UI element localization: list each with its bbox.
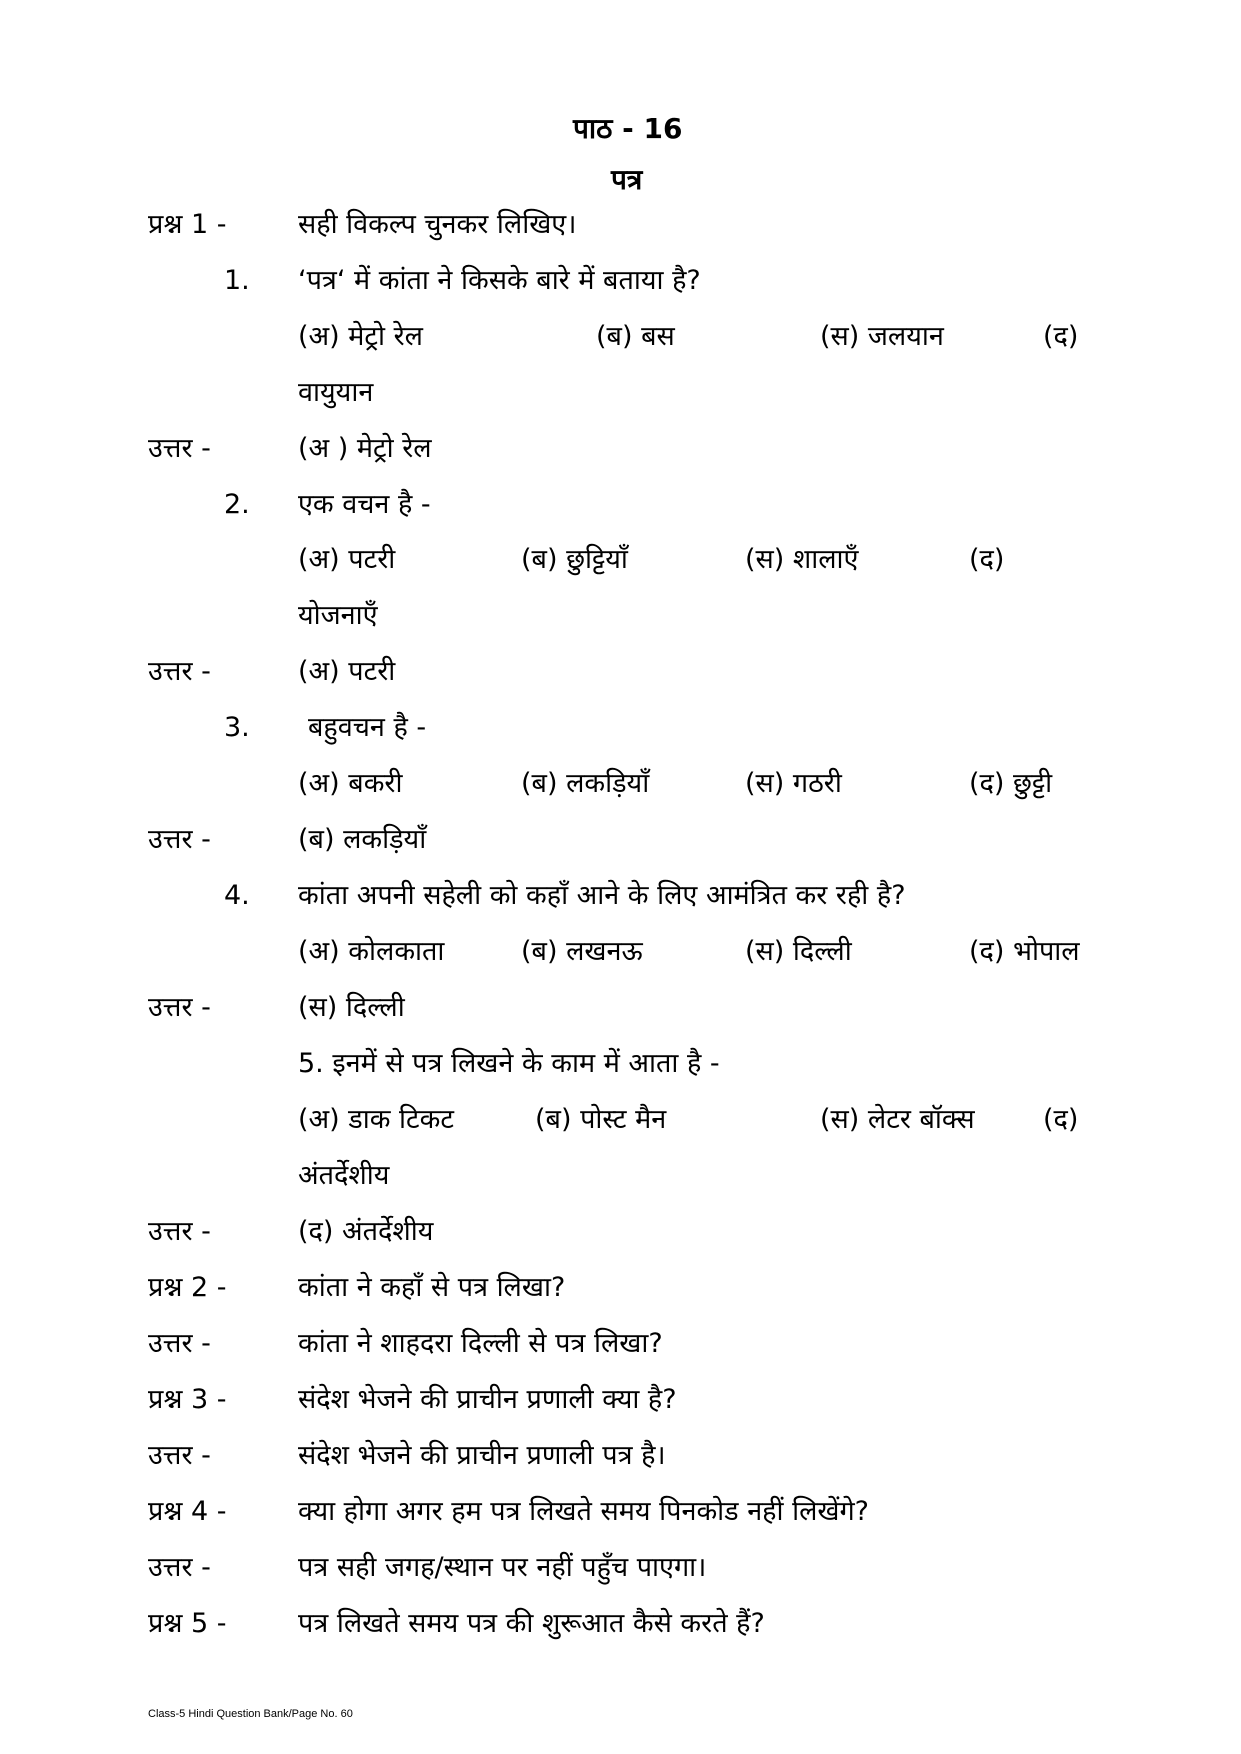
item-number: 4.: [224, 880, 250, 911]
answer-text: पत्र सही जगह/स्थान पर नहीं पहुँच पाएगा।: [298, 1552, 707, 1583]
answer-label: उत्तर -: [148, 433, 211, 464]
lesson-number: पाठ - 16: [573, 112, 683, 145]
answer-text: (अ) पटरी: [298, 656, 396, 687]
answer-label: उत्तर -: [148, 992, 211, 1023]
item-question: ‘पत्र‘ में कांता ने किसके बारे में बताया है?: [298, 265, 701, 296]
option-d-wrap: वायुयान: [298, 377, 374, 408]
answer-text: (अ ) मेट्रो रेल: [298, 433, 432, 464]
answer-label: उत्तर -: [148, 656, 211, 687]
item-number: 1.: [224, 265, 250, 296]
question-label: प्रश्न 2 -: [148, 1272, 227, 1303]
option-c: (स) गठरी: [745, 768, 842, 799]
answer-label: उत्तर -: [148, 824, 211, 855]
answer-text: संदेश भेजने की प्राचीन प्रणाली पत्र है।: [298, 1440, 666, 1471]
question-label: प्रश्न 4 -: [148, 1496, 227, 1527]
option-a: (अ) पटरी: [298, 544, 396, 575]
option-d: (द): [1043, 321, 1079, 352]
page-footer: Class-5 Hindi Question Bank/Page No. 60: [148, 1708, 353, 1720]
item-number: 2.: [224, 489, 250, 520]
lesson-title: पत्र: [611, 163, 643, 196]
option-b: (ब) पोस्ट मैन: [535, 1104, 667, 1135]
option-d-wrap: अंतर्देशीय: [298, 1160, 390, 1191]
option-a: (अ) बकरी: [298, 768, 403, 799]
question-label: प्रश्न 5 -: [148, 1608, 227, 1639]
option-b: (ब) लकड़ियाँ: [521, 768, 650, 799]
answer-label: उत्तर -: [148, 1440, 211, 1471]
question-label: प्रश्न 3 -: [148, 1384, 227, 1415]
answer-text: कांता ने शाहदरा दिल्ली से पत्र लिखा?: [298, 1328, 663, 1359]
question-text: सही विकल्प चुनकर लिखिए।: [298, 209, 577, 240]
answer-text: (स) दिल्ली: [298, 992, 405, 1023]
option-b: (ब) बस: [596, 321, 675, 352]
answer-text: (द) अंतर्देशीय: [298, 1216, 434, 1247]
option-c: (स) दिल्ली: [745, 936, 852, 967]
option-c: (स) जलयान: [820, 321, 944, 352]
option-d: (द): [969, 544, 1005, 575]
option-d: (द) छुट्टी: [969, 768, 1053, 799]
question-text: कांता ने कहाँ से पत्र लिखा?: [298, 1272, 566, 1303]
option-d: (द): [1043, 1104, 1079, 1135]
item-question: एक वचन है -: [298, 489, 431, 520]
item-number: 3.: [224, 712, 250, 743]
option-a: (अ) मेट्रो रेल: [298, 321, 423, 352]
answer-label: उत्तर -: [148, 1216, 211, 1247]
option-a: (अ) डाक टिकट: [298, 1104, 454, 1135]
answer-label: उत्तर -: [148, 1328, 211, 1359]
option-b: (ब) छुट्टियाँ: [521, 544, 628, 575]
item-question: कांता अपनी सहेली को कहाँ आने के लिए आमंत्रित कर रही है?: [298, 880, 906, 911]
option-d-wrap: योजनाएँ: [298, 600, 378, 631]
option-b: (ब) लखनऊ: [521, 936, 643, 967]
option-c: (स) शालाएँ: [745, 544, 859, 575]
item-question: 5. इनमें से पत्र लिखने के काम में आता है -: [298, 1048, 720, 1079]
option-c: (स) लेटर बॉक्स: [820, 1104, 975, 1135]
item-question: बहुवचन है -: [308, 712, 427, 743]
option-a: (अ) कोलकाता: [298, 936, 445, 967]
answer-text: (ब) लकड़ियाँ: [298, 824, 427, 855]
question-text: संदेश भेजने की प्राचीन प्रणाली क्या है?: [298, 1384, 677, 1415]
option-d: (द) भोपाल: [969, 936, 1080, 967]
question-label: प्रश्न 1 -: [148, 209, 227, 240]
answer-label: उत्तर -: [148, 1552, 211, 1583]
question-text: पत्र लिखते समय पत्र की शुरूआत कैसे करते हैं?: [298, 1608, 765, 1639]
question-text: क्या होगा अगर हम पत्र लिखते समय पिनकोड नहीं लिखेंगे?: [298, 1496, 870, 1527]
